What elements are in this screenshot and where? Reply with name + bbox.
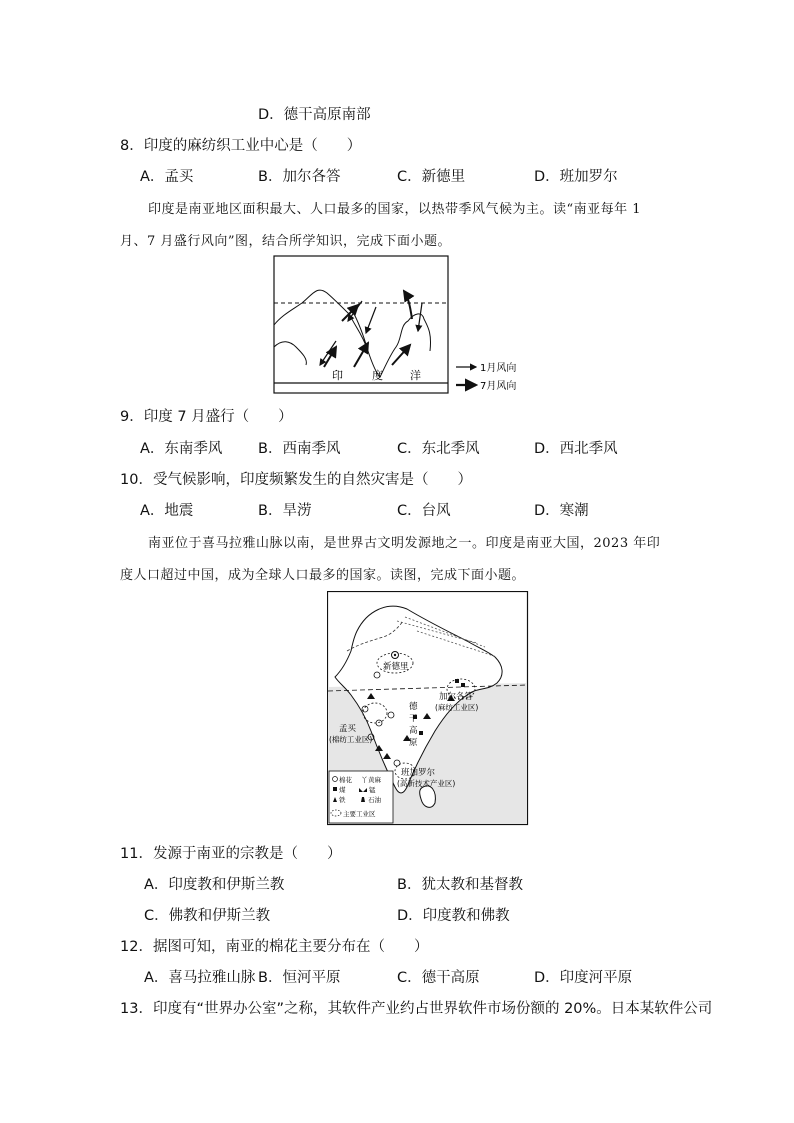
legend-jan-label: 1月风向 — [480, 363, 517, 374]
q8-option-c: C．新德里 — [397, 169, 466, 185]
deccan-char-4: 原 — [409, 738, 418, 748]
q9-option-a: A．东南季风 — [140, 441, 223, 457]
legend-iron: 铁 — [339, 796, 346, 804]
q12-option-c: C．德干高原 — [397, 970, 480, 986]
wind-direction-map — [272, 255, 532, 395]
passage2-line1: 南亚位于喜马拉雅山脉以南，是世界古文明发源地之一。印度是南亚大国，2023 年印 — [148, 536, 661, 551]
q9-option-c: C．东北季风 — [397, 441, 480, 457]
q12-option-b: B．恒河平原 — [258, 970, 341, 986]
kolkata-note: (麻纺工业区) — [435, 703, 479, 712]
q10-stem: 10．受气候影响，印度频繁发生的自然灾害是（ ） — [120, 472, 472, 488]
new-delhi-label: 新德里 — [383, 662, 409, 672]
q7-option-d: D．德干高原南部 — [258, 107, 371, 123]
q10-option-a: A．地震 — [140, 503, 194, 519]
q12-stem: 12．据图可知，南亚的棉花主要分布在（ ） — [120, 939, 429, 955]
q11-option-a: A．印度教和伊斯兰教 — [144, 877, 285, 893]
jute-icon: 丫 — [361, 776, 368, 784]
q11-option-b: B．犹太教和基督教 — [397, 877, 523, 893]
legend-cotton: 棉花 — [339, 776, 352, 784]
q8-stem: 8．印度的麻纺织工业中心是（ ） — [120, 138, 362, 154]
deccan-char-3: 高 — [409, 726, 418, 736]
bangalore-label: 班加罗尔 — [401, 768, 436, 778]
legend-jul-label: 7月风向 — [480, 381, 517, 392]
q8-option-a: A．孟买 — [140, 169, 194, 185]
bangalore-note: (高新技术产业区) — [397, 779, 456, 788]
q9-stem: 9．印度 7 月盛行（ ） — [120, 409, 293, 425]
coal-icon — [419, 731, 423, 735]
coal-icon — [461, 683, 465, 687]
legend-coal: 煤 — [339, 786, 346, 794]
q10-option-b: B．旱涝 — [258, 503, 312, 519]
mumbai-note: (棉纺工业区) — [329, 735, 373, 744]
ocean-label-3: 洋 — [410, 369, 421, 382]
q11-option-c: C．佛教和伊斯兰教 — [144, 908, 271, 924]
legend-manganese: 锰 — [369, 786, 376, 794]
deccan-char-2: 干 — [409, 714, 418, 724]
q10-option-c: C．台风 — [397, 503, 451, 519]
q10-option-d: D．寒潮 — [534, 503, 589, 519]
q12-option-a: A．喜马拉雅山脉 — [144, 970, 256, 986]
deccan-char-1: 德 — [409, 702, 418, 712]
q8-option-b: B．加尔各答 — [258, 169, 341, 185]
ocean-label-1: 印 — [332, 369, 343, 382]
coal-icon — [333, 787, 337, 791]
passage2-line2: 度人口超过中国，成为全球人口最多的国家。读图，完成下面小题。 — [120, 568, 526, 583]
ocean-label-2: 度 — [372, 369, 383, 382]
coal-icon — [455, 679, 459, 683]
map-frame — [274, 256, 448, 393]
q9-option-d: D．西北季风 — [534, 441, 618, 457]
passage1-line1: 印度是南亚地区面积最大、人口最多的国家，以热带季风气候为主。读“南亚每年 1 — [148, 202, 642, 217]
legend-industrial-zone: 主要工业区 — [343, 810, 376, 818]
q12-option-d: D．印度河平原 — [534, 970, 633, 986]
kolkata-label: 加尔各答 — [439, 692, 474, 702]
q11-stem: 11．发源于南亚的宗教是（ ） — [120, 846, 342, 862]
q11-option-d: D．印度教和佛教 — [397, 908, 510, 924]
mumbai-label: 孟买 — [339, 724, 357, 734]
legend-jute: 黄麻 — [368, 776, 381, 784]
south-asia-resource-map — [327, 591, 529, 826]
passage1-line2: 月、7 月盛行风向”图，结合所学知识，完成下面小题。 — [120, 234, 452, 249]
q13-stem: 13．印度有“世界办公室”之称，其软件产业约占世界软件市场份额的 20%。日本某软件公司 — [120, 1001, 713, 1017]
q8-option-d: D．班加罗尔 — [534, 169, 618, 185]
q9-option-b: B．西南季风 — [258, 441, 341, 457]
legend-oil: 石油 — [368, 796, 381, 804]
